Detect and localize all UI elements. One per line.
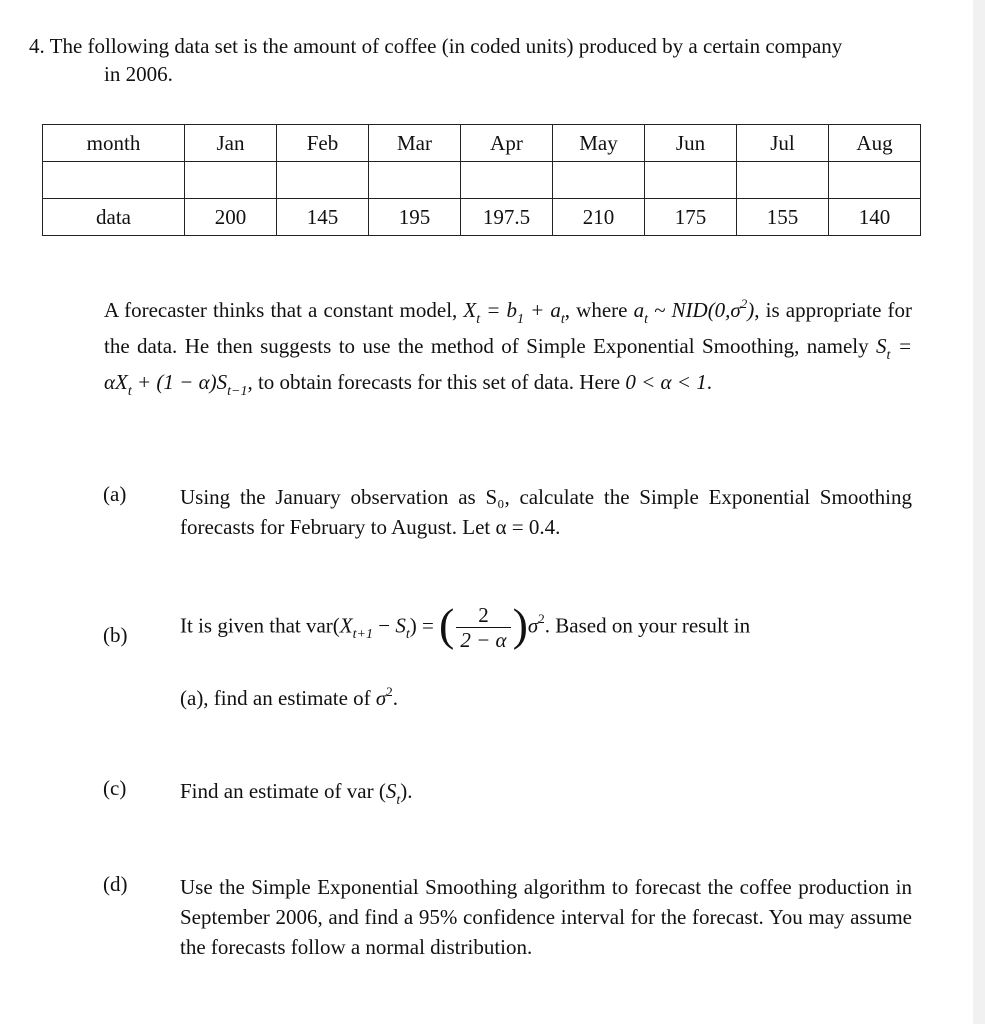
empty-cell	[461, 162, 553, 199]
question-title-line2: in 2006.	[104, 62, 173, 86]
data-cell: 140	[829, 199, 921, 236]
month-cell: Aug	[829, 125, 921, 162]
part-c-label: (c)	[103, 776, 127, 800]
intro-text: , to obtain forecasts for this set of data. Here	[247, 370, 626, 394]
month-cell: Mar	[369, 125, 461, 162]
alpha-range: 0 < α < 1	[625, 370, 707, 394]
coffee-data-table	[42, 124, 921, 236]
ses-equation: $S_t = \alpha X_t + (1 - \alpha)S_{t-1}$	[104, 334, 912, 399]
part-d-label: (d)	[103, 872, 128, 896]
model-equation: $X_t = b_1 + a_t$	[463, 298, 565, 327]
intro-text: , is appropriate for the data. He then suggests to use the method of Simple Exponential Smoothing, namely	[104, 298, 912, 358]
part-b-line1: It is given that $var(X_{t+1} - S_t)$ = ( $\frac{2}{2 - \alpha}$ )$\sigma^2$. Based on your result in	[180, 598, 751, 652]
empty-cell	[277, 162, 369, 199]
part-d-text: Use the Simple Exponential Smoothing algorithm to forecast the coffee production in September 2006, and find a 95% confidence interval for the forecast. You may assume the forecasts follow a normal distribution.	[180, 875, 912, 959]
intro-text: A forecaster thinks that a constant model,	[104, 298, 464, 322]
empty-cell	[43, 162, 185, 199]
part-b-label: (b)	[103, 623, 128, 647]
data-cell: 145	[277, 199, 369, 236]
intro-text: , where	[564, 298, 634, 322]
empty-cell	[829, 162, 921, 199]
intro-paragraph: A forecaster thinks that a constant model, $X_t = b_1 + a_t$, where $a_t$ ~ $NID(0,\sigma^2)$, is appropriate for the data. He then suggests to use the method of Simple Exponential Smoothing, namely $S_t = \alpha X_t + (1 - \alpha)S_{t-1}$, to obtain forecasts for this set of data. Here 0 < α < 1.	[104, 296, 912, 399]
empty-cell	[553, 162, 645, 199]
month-cell: May	[553, 125, 645, 162]
data-cell: 155	[737, 199, 829, 236]
question-title	[29, 32, 929, 88]
data-cell: 210	[553, 199, 645, 236]
data-cell: 175	[645, 199, 737, 236]
table-empty-row	[43, 162, 921, 199]
month-cell: Jan	[185, 125, 277, 162]
part-c-text: Find an estimate of var $(S_t)$.	[180, 779, 413, 808]
empty-cell	[369, 162, 461, 199]
data-cell: 197.5	[461, 199, 553, 236]
table-data-row	[43, 199, 921, 236]
right-edge-strip	[973, 0, 985, 1024]
month-label-cell: month	[43, 125, 185, 162]
empty-cell	[737, 162, 829, 199]
part-a-text: Using the January observation as S₀, calculate the Simple Exponential Smoothing forecasts for February to August. Let α = 0.4.	[180, 485, 912, 539]
month-cell: Jul	[737, 125, 829, 162]
data-cell: 200	[185, 199, 277, 236]
question-title-line1: 4. The following data set is the amount of coffee (in coded units) produced by a certain company	[29, 34, 843, 58]
data-cell: 195	[369, 199, 461, 236]
part-a-label: (a)	[103, 482, 127, 506]
variance-fraction: $\frac{2}{2 - \alpha}$	[456, 603, 510, 652]
month-cell: Feb	[277, 125, 369, 162]
month-cell: Jun	[645, 125, 737, 162]
empty-cell	[645, 162, 737, 199]
error-distribution: $a_t$ ~ $NID(0,\sigma^2)$	[633, 296, 755, 327]
part-b-line2: (a), find an estimate of $\sigma^2$.	[180, 684, 399, 710]
data-label-cell: data	[43, 199, 185, 236]
empty-cell	[185, 162, 277, 199]
table-header-row	[43, 125, 921, 162]
month-cell: Apr	[461, 125, 553, 162]
